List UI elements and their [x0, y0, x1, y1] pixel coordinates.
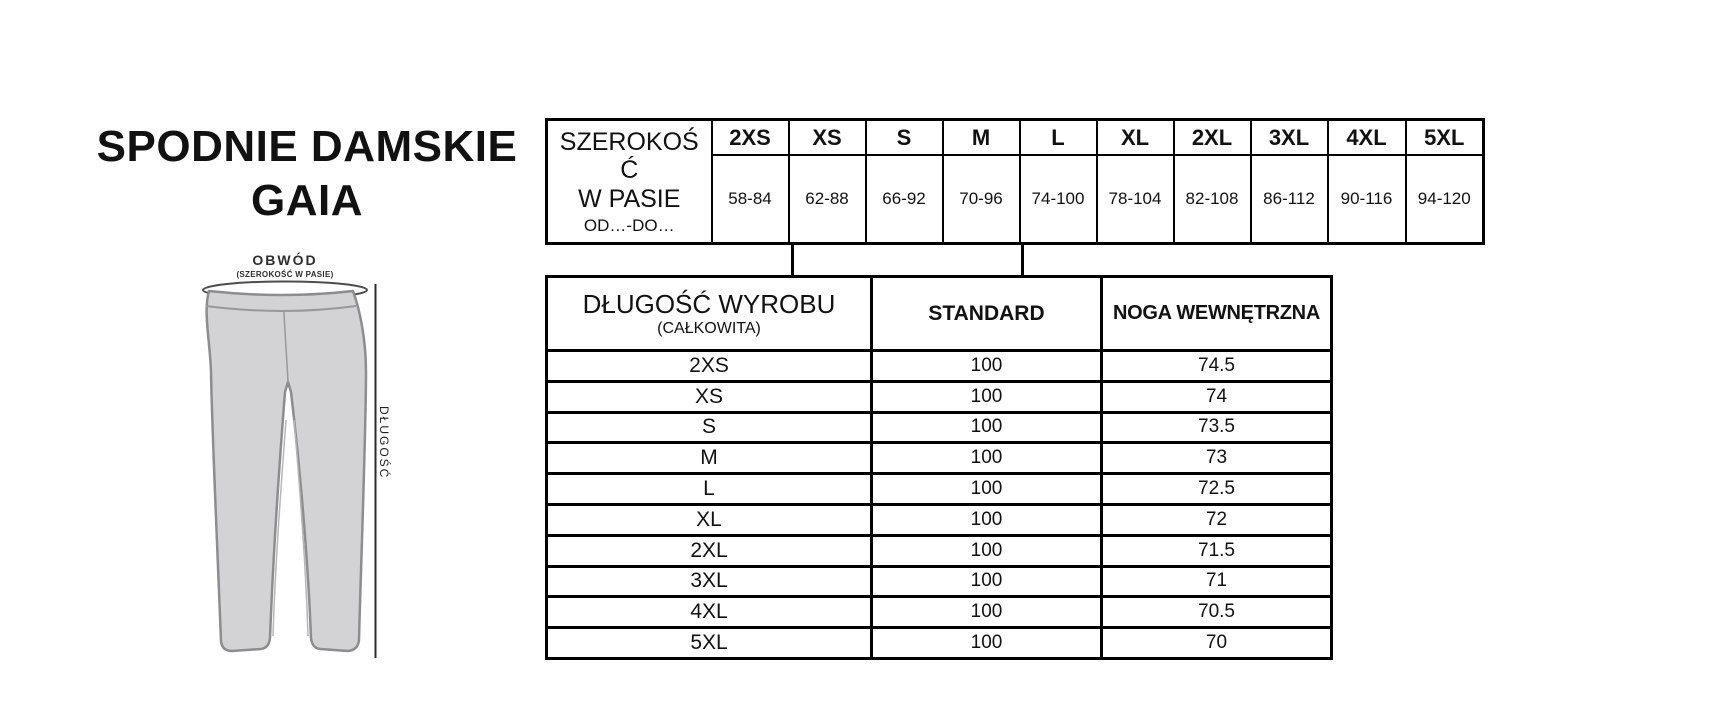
- standard-cell: 100: [872, 504, 1102, 535]
- size-column-header: M: [943, 120, 1020, 156]
- standard-cell: 100: [872, 597, 1102, 628]
- size-cell: L: [547, 474, 872, 505]
- waist-circumference-label: OBWÓD: [252, 252, 318, 268]
- waist-range-cell: 58-84: [712, 155, 789, 244]
- inner-leg-cell: 72: [1102, 504, 1332, 535]
- product-length-header-subtitle: (CAŁKOWITA): [657, 320, 761, 337]
- table-row: [547, 628, 1332, 659]
- standard-cell: 100: [872, 535, 1102, 566]
- table-row: [547, 535, 1332, 566]
- standard-cell: 100: [872, 474, 1102, 505]
- table-row: [547, 443, 1332, 474]
- waist-range-cell: 66-92: [866, 155, 943, 244]
- standard-cell: 100: [872, 443, 1102, 474]
- standard-cell: 100: [872, 628, 1102, 659]
- product-length-table: [545, 275, 1333, 660]
- length-label: DŁUGOŚĆ: [377, 406, 391, 480]
- size-column-header: 3XL: [1251, 120, 1328, 156]
- size-cell: 5XL: [547, 628, 872, 659]
- size-cell: 3XL: [547, 566, 872, 597]
- size-cell: S: [547, 412, 872, 443]
- waist-size-table: [545, 118, 1485, 245]
- table-row: [547, 597, 1332, 628]
- inner-leg-cell: 71: [1102, 566, 1332, 597]
- size-column-header: XS: [789, 120, 866, 156]
- size-cell: XS: [547, 381, 872, 412]
- size-column-header: 5XL: [1406, 120, 1484, 156]
- table-row: [547, 504, 1332, 535]
- waist-table-header-cell: [547, 120, 712, 244]
- waist-range-cell: 90-116: [1328, 155, 1406, 244]
- product-title: [95, 120, 519, 228]
- inner-leg-cell: 74.5: [1102, 351, 1332, 382]
- standard-header: STANDARD: [872, 277, 1102, 351]
- waist-header-title: SZEROKOŚĆ: [559, 127, 699, 184]
- size-column-header: 2XL: [1174, 120, 1251, 156]
- product-title-line2: GAIA: [251, 176, 363, 225]
- waist-header-row2: W PASIE: [578, 184, 681, 213]
- table-row: [547, 412, 1332, 443]
- product-title-line1: SPODNIE DAMSKIE: [96, 122, 518, 171]
- size-cell: XL: [547, 504, 872, 535]
- waist-range-cell: 70-96: [943, 155, 1020, 244]
- standard-cell: 100: [872, 412, 1102, 443]
- standard-cell: 100: [872, 566, 1102, 597]
- table-row: [547, 474, 1332, 505]
- table-connector-left: [791, 243, 794, 277]
- inner-leg-cell: 72.5: [1102, 474, 1332, 505]
- size-cell: 2XS: [547, 351, 872, 382]
- size-cell: M: [547, 443, 872, 474]
- standard-cell: 100: [872, 381, 1102, 412]
- pants-illustration: [168, 245, 400, 675]
- waist-range-cell: 86-112: [1251, 155, 1328, 244]
- waist-range-cell: 94-120: [1406, 155, 1484, 244]
- inner-leg-cell: 71.5: [1102, 535, 1332, 566]
- inner-leg-header: NOGA WEWNĘTRZNA: [1102, 277, 1332, 351]
- product-length-header: [547, 277, 872, 351]
- table-row: [547, 351, 1332, 382]
- inner-leg-cell: 73.5: [1102, 412, 1332, 443]
- standard-cell: 100: [872, 351, 1102, 382]
- table-row: [547, 566, 1332, 597]
- waist-range-cell: 78-104: [1097, 155, 1174, 244]
- inner-leg-cell: 70.5: [1102, 597, 1332, 628]
- size-column-header: 4XL: [1328, 120, 1406, 156]
- waist-range-cell: 62-88: [789, 155, 866, 244]
- size-column-header: 2XS: [712, 120, 789, 156]
- size-cell: 4XL: [547, 597, 872, 628]
- inner-leg-cell: 70: [1102, 628, 1332, 659]
- size-cell: 2XL: [547, 535, 872, 566]
- size-column-header: L: [1020, 120, 1097, 156]
- table-connector-right: [1021, 243, 1024, 277]
- waist-circumference-sublabel: (SZEROKOŚĆ W PASIE): [236, 270, 334, 279]
- table-row: [547, 381, 1332, 412]
- waist-range-cell: 82-108: [1174, 155, 1251, 244]
- waist-header-row3: OD…-DO…: [583, 215, 675, 235]
- waist-range-cell: 74-100: [1020, 155, 1097, 244]
- product-length-header-title: DŁUGOŚĆ WYROBU: [582, 289, 836, 319]
- inner-leg-cell: 73: [1102, 443, 1332, 474]
- size-column-header: S: [866, 120, 943, 156]
- size-column-header: XL: [1097, 120, 1174, 156]
- inner-leg-cell: 74: [1102, 381, 1332, 412]
